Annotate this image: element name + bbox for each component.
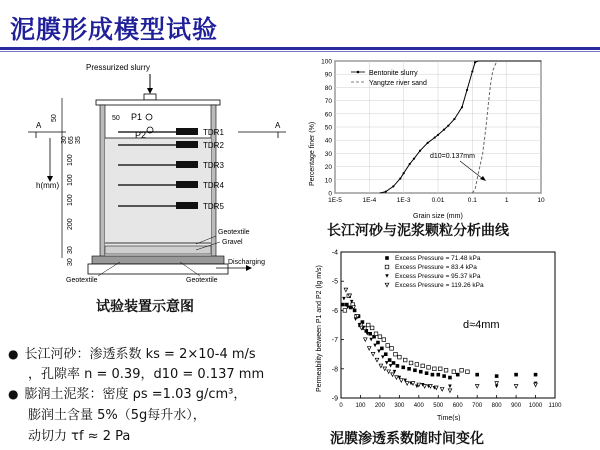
perm-point <box>385 361 389 365</box>
perm-point <box>389 364 393 368</box>
perm-ytick-label: -6 <box>331 307 338 315</box>
perm-legend-label: Excess Pressure = 71.48 kPa <box>395 255 481 262</box>
dim-100b: 100 <box>67 174 74 186</box>
perm-point <box>382 338 386 342</box>
dim-65: 65 <box>68 136 75 144</box>
grain-point <box>471 70 473 72</box>
perm-point <box>466 370 470 374</box>
perm-xtick-label: 500 <box>433 403 444 409</box>
section-a-right: A <box>275 121 281 130</box>
grain-point <box>427 142 429 144</box>
grain-point <box>434 136 436 138</box>
perm-point <box>354 317 358 321</box>
perm-legend-label: Excess Pressure = 95.37 kPa <box>395 273 481 280</box>
perm-point <box>377 349 381 353</box>
title-underline-thin <box>0 51 600 52</box>
bullet-sand-line1: 长江河砂：渗透系数 ks = 2×10-4 m/s <box>24 347 256 362</box>
perm-xtick-label: 300 <box>394 403 405 409</box>
grain-point <box>466 89 468 91</box>
perm-xtick-label: 1000 <box>528 403 543 409</box>
grain-point <box>385 191 387 193</box>
perm-point <box>475 385 479 389</box>
p2-label: P2 <box>135 130 147 140</box>
page-title: 泥膜形成模型试验 <box>10 15 219 44</box>
bullet-slurry <box>8 383 246 402</box>
perm-ytick-label: -8 <box>331 366 338 374</box>
bullet-dot: ● <box>8 347 19 361</box>
grain-point <box>447 125 449 127</box>
perm-xtick-label: 200 <box>374 403 385 409</box>
perm-legend-label: Excess Pressure = 83.4 kPa <box>395 264 477 271</box>
perm-point <box>427 366 431 370</box>
grain-point <box>437 134 439 136</box>
title-underline <box>0 47 600 50</box>
perm-point <box>475 373 479 377</box>
gravel-label: Gravel <box>222 239 243 246</box>
perm-point <box>367 347 371 351</box>
perm-point <box>390 347 394 351</box>
perm-point <box>495 374 499 378</box>
perm-point <box>534 383 538 387</box>
dim-30c: 30 <box>67 258 74 266</box>
perm-point <box>433 367 437 371</box>
perm-point <box>448 385 452 389</box>
perm-point <box>438 367 442 371</box>
geotextile-top-label: Geotextile <box>218 229 250 236</box>
perm-point <box>381 355 385 359</box>
grain-xtick-label: 0.01 <box>431 197 445 204</box>
perm-point <box>374 332 378 336</box>
perm-point <box>383 367 387 371</box>
dim-100a: 100 <box>67 154 74 166</box>
grain-ytick-label: 60 <box>324 111 332 119</box>
perm-point <box>413 368 417 372</box>
perm-legend-label: Excess Pressure = 119.26 kPa <box>395 282 484 289</box>
perm-point <box>385 283 389 287</box>
grain-xtick-label: 0.1 <box>467 197 477 204</box>
p1-label: P1 <box>131 112 143 122</box>
perm-point <box>369 338 373 342</box>
perm-xtick-label: 800 <box>491 403 502 409</box>
perm-point <box>421 364 425 368</box>
geotextile-right-label: Geotextile <box>186 277 218 284</box>
perm-point <box>423 385 427 389</box>
perm-point <box>401 366 405 370</box>
dim-30b: 30 <box>67 246 74 254</box>
perm-point <box>411 382 415 386</box>
bullet-slurry-line3: 动切力 τf ≈ 2 Pa <box>28 429 131 444</box>
bullet-slurry-line1: 膨润土泥浆：密度 ρs =1.03 g/cm³， <box>24 387 247 402</box>
dim-50: 50 <box>51 114 58 122</box>
tdr2-label: TDR2 <box>203 141 224 150</box>
perm-ytick-label: -9 <box>331 395 338 403</box>
bullet-sand <box>8 343 256 362</box>
perm-point <box>398 355 402 359</box>
dim-100c: 100 <box>67 194 74 206</box>
permeability-chart <box>305 246 595 421</box>
grain-xtick-label: 1 <box>504 197 509 204</box>
dim-200: 200 <box>67 218 74 230</box>
dim-50-inner: 50 <box>112 115 120 122</box>
perm-point <box>366 323 370 327</box>
apparatus-diagram <box>0 58 300 286</box>
dim-35: 35 <box>75 136 82 144</box>
perm-ytick-label: -5 <box>331 278 338 286</box>
perm-point <box>435 386 439 390</box>
grain-point <box>453 118 455 120</box>
grain-point <box>399 177 401 179</box>
dimension-labels <box>51 114 82 266</box>
perm-ytick-label: -4 <box>331 249 338 257</box>
grain-ytick-label: 40 <box>324 137 332 145</box>
grain-legend-sand: Yangtze river sand <box>369 80 427 87</box>
perm-annotation: d≈4mm <box>463 319 500 331</box>
grain-ytick-label: 100 <box>321 58 332 66</box>
perm-point <box>448 376 452 380</box>
grain-point <box>413 158 415 160</box>
perm-ytick-label: -7 <box>331 337 338 345</box>
perm-point <box>343 309 347 313</box>
perm-point <box>452 370 456 374</box>
grain-point <box>403 172 405 174</box>
perm-point <box>425 371 429 375</box>
perm-xtick-label: 400 <box>413 403 424 409</box>
perm-ylabel: Permeability between P1 and P2 (lg m/s) <box>316 265 323 392</box>
perm-point <box>364 338 368 342</box>
perm-point <box>403 358 407 362</box>
perm-point <box>386 344 390 348</box>
perm-xtick-label: 1100 <box>548 403 562 409</box>
perm-point <box>368 332 372 336</box>
hmm-label: h(mm) <box>36 181 60 190</box>
grain-ytick-label: 90 <box>324 71 332 79</box>
grain-ytick-label: 50 <box>324 124 332 132</box>
perm-point <box>341 303 345 307</box>
perm-point <box>378 335 382 339</box>
tdr1-label: TDR1 <box>203 128 224 137</box>
grain-ytick-label: 80 <box>324 84 332 92</box>
grain-ytick-label: 20 <box>324 164 332 172</box>
tdr3-label: TDR3 <box>203 161 224 170</box>
perm-point <box>371 352 375 356</box>
grain-point <box>392 185 394 187</box>
perm-point <box>431 373 435 377</box>
tdr5-label: TDR5 <box>203 202 224 211</box>
perm-point <box>409 361 413 365</box>
apparatus-caption: 试验装置示意图 <box>96 299 194 315</box>
grain-legend-bentonite: Bentonite slurry <box>369 70 418 77</box>
perm-point <box>396 364 400 368</box>
grain-ytick-label: 10 <box>324 177 332 185</box>
grain-caption: 长江河砂与泥浆颗粒分析曲线 <box>327 223 509 239</box>
perm-point <box>379 364 383 368</box>
perm-point <box>419 370 423 374</box>
perm-point <box>385 274 389 278</box>
perm-point <box>387 370 391 374</box>
perm-point <box>385 265 389 269</box>
grain-point <box>443 129 445 131</box>
dim-30: 30 <box>61 136 68 144</box>
grain-ytick-label: 0 <box>328 190 332 198</box>
grain-xtick-label: 1E-3 <box>396 197 411 204</box>
perm-xtick-label: 100 <box>355 403 366 409</box>
grain-annotation: d10=0.137mm <box>430 153 475 160</box>
tdr4-label: TDR4 <box>203 181 224 190</box>
perm-point <box>514 373 518 377</box>
grain-point <box>461 106 463 108</box>
bullet-dot: ● <box>8 387 19 401</box>
section-a-left: A <box>36 121 42 130</box>
grain-xtick-label: 1E-5 <box>328 197 342 204</box>
perm-point <box>375 358 379 362</box>
perm-point <box>344 288 348 292</box>
perm-point <box>436 373 440 377</box>
perm-point <box>514 385 518 389</box>
perm-point <box>342 297 346 301</box>
grain-point <box>409 163 411 165</box>
perm-point <box>460 368 464 372</box>
grain-point <box>419 150 421 152</box>
perm-point <box>400 379 404 383</box>
grain-ytick-label: 70 <box>324 98 332 106</box>
perm-xtick-label: 600 <box>452 403 463 409</box>
discharging-label: Discharging <box>228 259 265 266</box>
perm-point <box>395 376 399 380</box>
grain-xtick-label: 1E-4 <box>362 197 377 204</box>
perm-point <box>440 387 444 391</box>
perm-point <box>407 367 411 371</box>
grain-xtick-label: 10 <box>537 197 545 204</box>
perm-point <box>391 373 395 377</box>
perm-xlabel: Time(s) <box>437 415 461 421</box>
perm-xtick-label: 700 <box>472 403 483 409</box>
perm-point <box>448 389 452 393</box>
perm-caption: 泥膜渗透系数随时间变化 <box>330 431 484 447</box>
grain-size-chart <box>305 58 595 223</box>
perm-point <box>534 373 538 377</box>
geotextile-left-label: Geotextile <box>66 277 98 284</box>
perm-point <box>370 326 374 330</box>
perm-point <box>385 256 389 260</box>
grain-ylabel: Percentage finer (%) <box>309 121 316 186</box>
perm-point <box>394 352 398 356</box>
grain-point <box>474 61 476 63</box>
grain-xlabel: Grain size (mm) <box>413 213 463 220</box>
grain-ytick-label: 30 <box>324 150 332 158</box>
bullet-sand-line2: ，孔隙率 n = 0.39，d10 = 0.137 mm <box>28 367 265 382</box>
perm-xtick-label: 900 <box>511 403 522 409</box>
perm-xtick-label: 0 <box>339 403 343 409</box>
perm-point <box>405 382 409 386</box>
perm-point <box>442 374 446 378</box>
perm-point <box>415 363 419 367</box>
perm-point <box>456 373 460 377</box>
perm-point <box>444 368 448 372</box>
bullet-slurry-line2: 膨润土含量 5%（5g每升水）， <box>28 408 206 423</box>
pressurized-slurry-label: Pressurized slurry <box>86 63 151 72</box>
perm-point <box>373 344 377 348</box>
perm-point <box>429 385 433 389</box>
